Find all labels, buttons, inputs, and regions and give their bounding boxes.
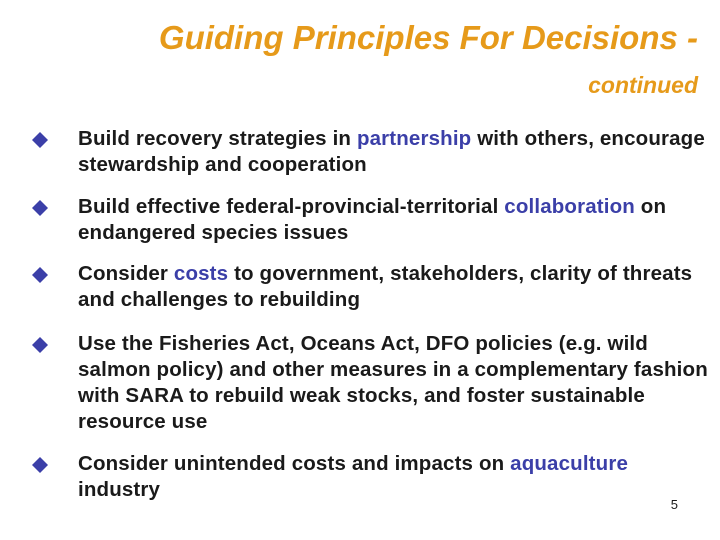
diamond-bullet-icon [32, 337, 48, 353]
bullet-item [32, 126, 708, 178]
bullet-highlight: partnership [356, 127, 472, 150]
bullet-item [32, 261, 708, 313]
diamond-bullet-icon [32, 200, 48, 216]
diamond-bullet-icon [32, 267, 48, 283]
bullet-item [32, 194, 708, 246]
bullet-item [32, 331, 708, 435]
bullet-highlight: aquaculture [510, 452, 628, 475]
page-number: 5 [670, 497, 678, 512]
bullet-text: industry [78, 478, 161, 501]
bullet-highlight: collaboration [504, 195, 635, 218]
bullet-text: Consider [78, 262, 174, 285]
bullet-highlight: costs [173, 262, 229, 285]
diamond-bullet-icon [32, 132, 48, 148]
bullet-text: on endangered species issues [78, 195, 667, 244]
bullet-item [32, 451, 708, 503]
bullet-text: to government, stakeholders, clarity of threats and challenges to rebuilding [78, 262, 693, 311]
bullet-text: Build effective federal-provincial-territorial [78, 195, 505, 218]
slide-title: Guiding Principles For Decisions - [158, 19, 698, 56]
bullet-text: Use the Fisheries Act, Oceans Act, DFO policies (e.g. wild salmon policy) and other measures in a complementary fashion with SARA to rebuild weak stocks, and foster sustainable resource use [78, 332, 708, 433]
slide-subtitle: continued [588, 72, 698, 98]
bullet-text: with others, encourage stewardship and cooperation [78, 127, 705, 176]
bullet-list [32, 126, 708, 519]
diamond-bullet-icon [32, 457, 48, 473]
bullet-text: Consider unintended costs and impacts on [78, 452, 511, 475]
bullet-text: Build recovery strategies in [78, 127, 357, 150]
